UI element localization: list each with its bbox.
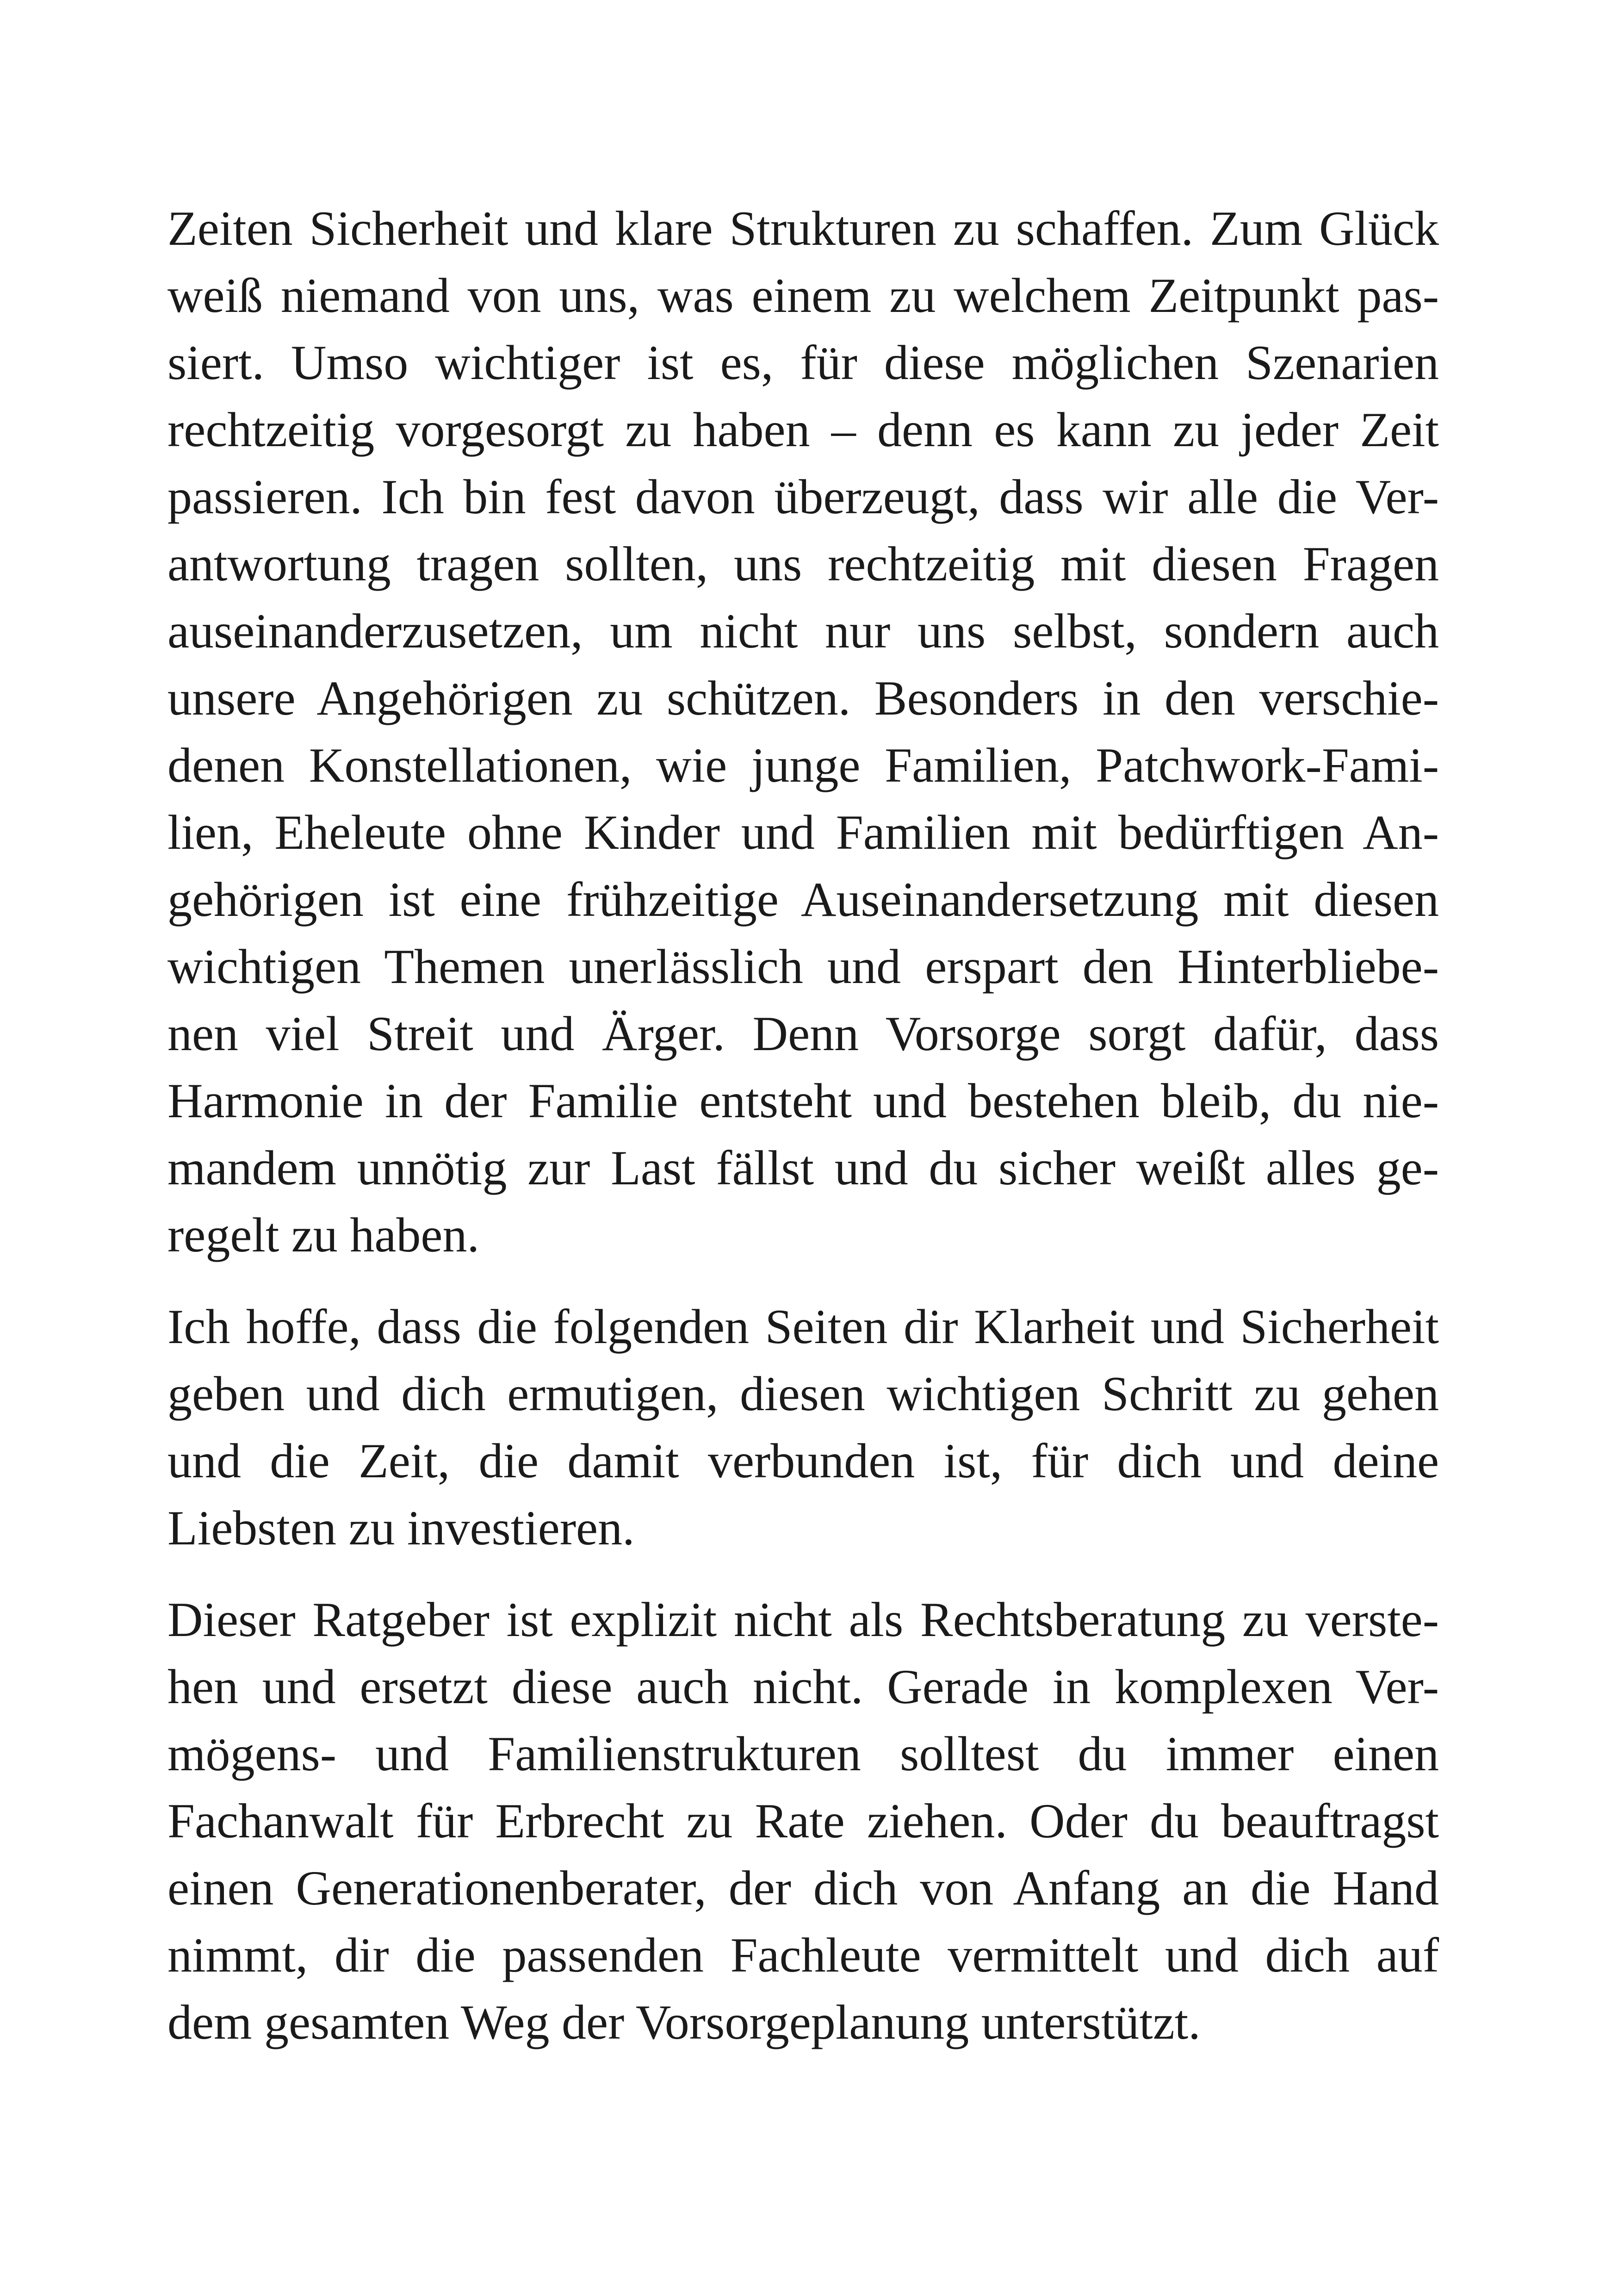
text-line: Ich hoffe, dass die folgenden Seiten dir Klarheit und Sicherheit: [167, 1300, 1439, 1354]
paragraph: [167, 195, 1439, 1269]
text-line: mandem unnötig zur Last fällst und du sicher weißt alles ge-: [167, 1141, 1439, 1195]
text-line: geben und dich ermutigen, diesen wichtigen Schritt zu gehen: [167, 1367, 1439, 1421]
text-line: antwortung tragen sollten, uns rechtzeitig mit diesen Fragen: [167, 537, 1439, 591]
text-line: siert. Umso wichtiger ist es, für diese möglichen Szenarien: [167, 336, 1439, 390]
text-line: Harmonie in der Familie entsteht und bestehen bleib, du nie-: [167, 1074, 1439, 1128]
paragraph: [167, 1586, 1439, 2056]
text-line: dem gesamten Weg der Vorsorgeplanung unterstützt.: [167, 1995, 1201, 2049]
text-line: passieren. Ich bin fest davon überzeugt, dass wir alle die Ver-: [167, 470, 1439, 524]
text-line: Fachanwalt für Erbrecht zu Rate ziehen. Oder du beauftragst: [167, 1794, 1439, 1848]
text-line: regelt zu haben.: [167, 1208, 479, 1262]
text-line: weiß niemand von uns, was einem zu welchem Zeitpunkt pas-: [167, 268, 1439, 323]
text-line: denen Konstellationen, wie junge Familien, Patchwork-Fami-: [167, 738, 1439, 792]
text-line: nen viel Streit und Ärger. Denn Vorsorge sorgt dafür, dass: [167, 1007, 1439, 1061]
text-line: Zeiten Sicherheit und klare Strukturen zu schaffen. Zum Glück: [167, 201, 1439, 255]
document-page: [167, 195, 1439, 2080]
text-line: und die Zeit, die damit verbunden ist, für dich und deine: [167, 1434, 1439, 1488]
text-line: wichtigen Themen unerlässlich und erspart den Hinterbliebe-: [167, 940, 1439, 994]
text-line: einen Generationenberater, der dich von Anfang an die Hand: [167, 1861, 1439, 1915]
text-line: unsere Angehörigen zu schützen. Besonders in den verschie-: [167, 671, 1439, 725]
text-line: Dieser Ratgeber ist explizit nicht als Rechtsberatung zu verste-: [167, 1593, 1439, 1647]
text-line: hen und ersetzt diese auch nicht. Gerade in komplexen Ver-: [167, 1660, 1439, 1714]
text-line: Liebsten zu investieren.: [167, 1501, 635, 1555]
text-line: gehörigen ist eine frühzeitige Auseinandersetzung mit diesen: [167, 872, 1439, 927]
text-line: lien, Eheleute ohne Kinder und Familien mit bedürftigen An-: [167, 805, 1439, 859]
text-line: mögens- und Familienstrukturen solltest du immer einen: [167, 1727, 1439, 1781]
paragraph: [167, 1293, 1439, 1562]
text-line: rechtzeitig vorgesorgt zu haben – denn es kann zu jeder Zeit: [167, 403, 1439, 457]
text-line: auseinanderzusetzen, um nicht nur uns selbst, sondern auch: [167, 604, 1439, 658]
text-line: nimmt, dir die passenden Fachleute vermittelt und dich auf: [167, 1928, 1439, 1982]
